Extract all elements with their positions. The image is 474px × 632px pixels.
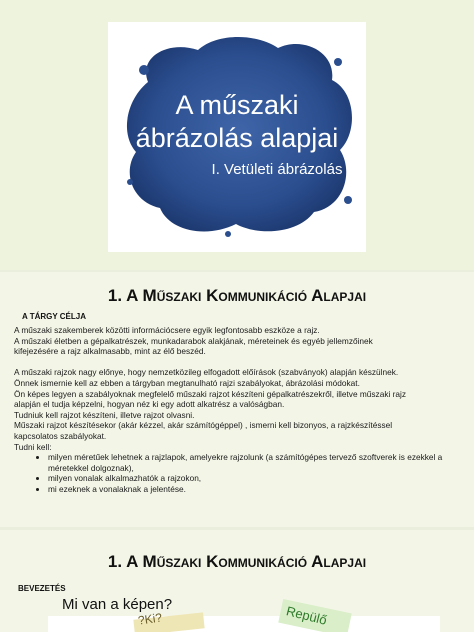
slide-title-line2: ábrázolás alapjai	[135, 123, 339, 153]
content-slide	[0, 272, 474, 527]
question-text: Mi van a képen?	[62, 596, 173, 613]
body-text	[14, 325, 454, 495]
intro-slide	[0, 530, 474, 632]
section-label: BEVEZETÉS	[18, 584, 66, 593]
paragraph-line: alapján el tudja képzelni, hogyan néz ki egy adott alkatrész a valóságban.	[14, 399, 285, 410]
sign-text-right: Repülő	[284, 603, 329, 628]
bullet-item: • mi ezeknek a vonalaknak a jelentése.	[48, 484, 454, 495]
sign-text-left: ?Ki?	[137, 610, 163, 628]
paragraph-line: Tudniuk kell rajzot készíteni, illetve rajzot olvasni.	[14, 409, 195, 420]
slide-subtitle: I. Vetületi ábrázolás	[211, 161, 343, 178]
slide-heading: 1. A Műszaki Kommunikáció Alapjai	[107, 286, 367, 305]
paragraph-line: kapcsolatos szabályokat.	[14, 430, 107, 441]
slide-heading: 1. A Műszaki Kommunikáció Alapjai	[107, 552, 367, 571]
bullet-item: • milyen vonalak alkalmazhatók a rajzokon,	[48, 473, 454, 484]
bullet-list	[14, 452, 454, 494]
section-label: A TÁRGY CÉLJA	[22, 312, 87, 321]
paragraph-line: Ön képes legyen a szabályoknak megfelelő műszaki rajzot készíteni gépalkatrészekről, illetve műszaki rajz	[14, 388, 406, 399]
bullet-item: • milyen méretűek lehetnek a rajzlapok, amelyekre rajzolunk (a számítógépes tervező szoftverek is ezekkel a méretekkel dolgoznak),	[48, 452, 454, 473]
paragraph-line: kifejezésére a rajz alkalmasabb, mint az élő beszéd.	[14, 346, 206, 357]
title-slide	[0, 0, 474, 270]
paragraph-line: Tudni kell:	[14, 441, 52, 452]
paragraph-line: Műszaki rajzot készítésekor (akár kézzel, akár számítógéppel) , ismerni kell bizonyos, a rajzkészítéssel	[14, 420, 393, 431]
slide-title-line1: A műszaki	[175, 90, 299, 120]
title-slide-frame	[108, 22, 366, 252]
paragraph-line: Önnek ismernie kell az ebben a tárgyban megtanulható rajzi szabályokat, ábrázolási módokat.	[14, 377, 360, 388]
paragraph-line: A műszaki rajzok nagy előnye, hogy nemzetközileg elfogadott előírások (szabványok) alapján készülnek.	[14, 367, 399, 378]
paragraph-line: A műszaki életben a gépalkatrészek, munkadarabok alakjának, méreteinek és egyéb jellemzőinek	[14, 335, 373, 346]
paragraph-line: A műszaki szakemberek közötti információcsere egyik legfontosabb eszköze a rajz.	[14, 325, 320, 335]
